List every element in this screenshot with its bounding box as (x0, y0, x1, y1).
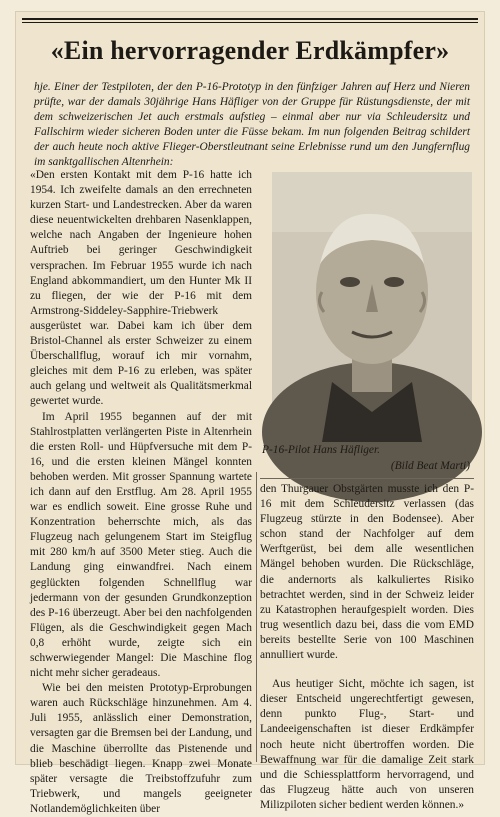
body-paragraph: Aus heutiger Sicht, möchte ich sagen, ist dieser Entscheid ungerechtfertigt gewesen, denn punkto Flug-, Start- und Landeeigenschaften ist dieser Erdkämpfer noch heute nicht übertroffen worden. Die Bewaffnung war für die damalige Zeit stark und die Schiessplattform hervorragend, und das Flugzeug hätte auch von unseren Milizpiloten sicher bedient werden können.» (260, 678, 474, 811)
body-paragraph: den Thurgauer Obstgärten musste ich den P-16 mit dem Schleudersitz verlassen (das Flugzeug stürzte in den Bodensee). Aber schon stand der Nachfolger auf dem Werftgerüst, bei dem alle wesentlichen Mängel behoben wurden. Die Rückschläge, die andernorts als kalkuliertes Risiko betrachtet werden, sind in der Schweiz leider zu Katastrophen heraufgespielt worden. Dies trug wesentlich dazu bei, dass die vom EMD bereits bestellte Serie von 100 Maschinen annulliert wurde. (260, 483, 474, 662)
portrait-illustration (272, 172, 472, 442)
body-paragraph: «Den ersten Kontakt mit dem P-16 hatte ich 1954. Ich zweifelte damals an den errechneten kurzen Start- und Landestrecken. Aber da waren diese neuentwickelten drehbaren Nasenklappen, welche nach Angaben der Ingenieure hohen Auftrieb bei geringer Geschwindigkeit versprachen. Im Februar 1955 wurde ich nach England abkommandiert, um den Hunter Mk II zu fliegen, der wie der P-16 mit dem Armstrong-Siddeley-Sapphire-Triebwerk ausgerüstet war. Dabei kam ich über dem Bristol-Channel als erster Schweizer zu einem Überschallflug, worauf ich mir vornahm, gleiches mit dem P-16 zu erleben, was später auch gelang und weltweit als Qualitätsmerkmal gewertet wurde. (30, 169, 252, 408)
column-rule (256, 472, 257, 762)
body-paragraph: Im April 1955 begannen auf der mit Stahlrostplatten verlängerten Piste in Altenrhein die ersten Roll- und Hüpfversuche mit dem P-16, und die ersten kleinen Mängel konnten behoben werden. Mit grosser Spannung wartete ich dann auf den Erstflug. Am 28. April 1955 war es endlich soweit. Eine grosse Ruhe und Konzentration beherrschte mich, als das Flugzeug nach gelungenem Start im Steigflug mit 280 km/h auf 3500 Meter stieg. Auch die Landung ging einwandfrei. Nach einem geglückten folgenden Schnellflug war jedermann von der gesunden Grundkonzeption des P-16 überzeugt. Aber bei den nachfolgenden Flügen, als die Geschwindigkeit gegen Mach 0,8 erhöht wurde, zeigte sich ein schwerwiegender Mangel: Die Maschine flog nicht mehr sicher geradeaus. (30, 410, 252, 680)
headline: «Ein hervorragender Erdkämpfer» (50, 36, 450, 65)
section-rule (260, 478, 474, 479)
portrait-photo (272, 172, 472, 442)
column-left (30, 168, 252, 815)
column-right (260, 482, 474, 811)
photo-caption: P-16-Pilot Hans Häfliger. (262, 444, 381, 456)
top-rule (22, 18, 478, 20)
top-rule-thin (22, 22, 478, 23)
newspaper-clipping (16, 12, 484, 815)
body-paragraph: Wie bei den meisten Prototyp-Erprobungen waren auch Rückschläge hinzunehmen. Am 4. Juli 1955, anlässlich einer Demonstration, versagten gar die Bremsen bei der Landung, und die Maschine überrollte das Pistenende und blieb beschädigt liegen. Knapp zwei Monate später versagte die Treibstoffzufuhr zum Triebwerk, und mangels geeigneter Notlandemöglichkeiten über (30, 682, 252, 815)
photo-credit: (Bild Beat Marti) (390, 460, 470, 472)
lead-paragraph: hje. Einer der Testpiloten, der den P-16-Prototyp in den fünfziger Jahren auf Herz und Nieren prüfte, war der damals 30jährige Hans Häfliger von der Gruppe für Rüstungsdienste, der mit dem schweizerischen Jet auch erstmals aufstieg – einmal aber nur via Schleudersitz und Fallschirm wieder sicheren Boden unter die Füsse bekam. Im nun folgenden Beitrag schildert der auch heute noch aktive Flieger-Oberstleutnant seine Erlebnisse rund um den Jungfernflug im sanktgallischen Altenrhein: (34, 81, 470, 168)
